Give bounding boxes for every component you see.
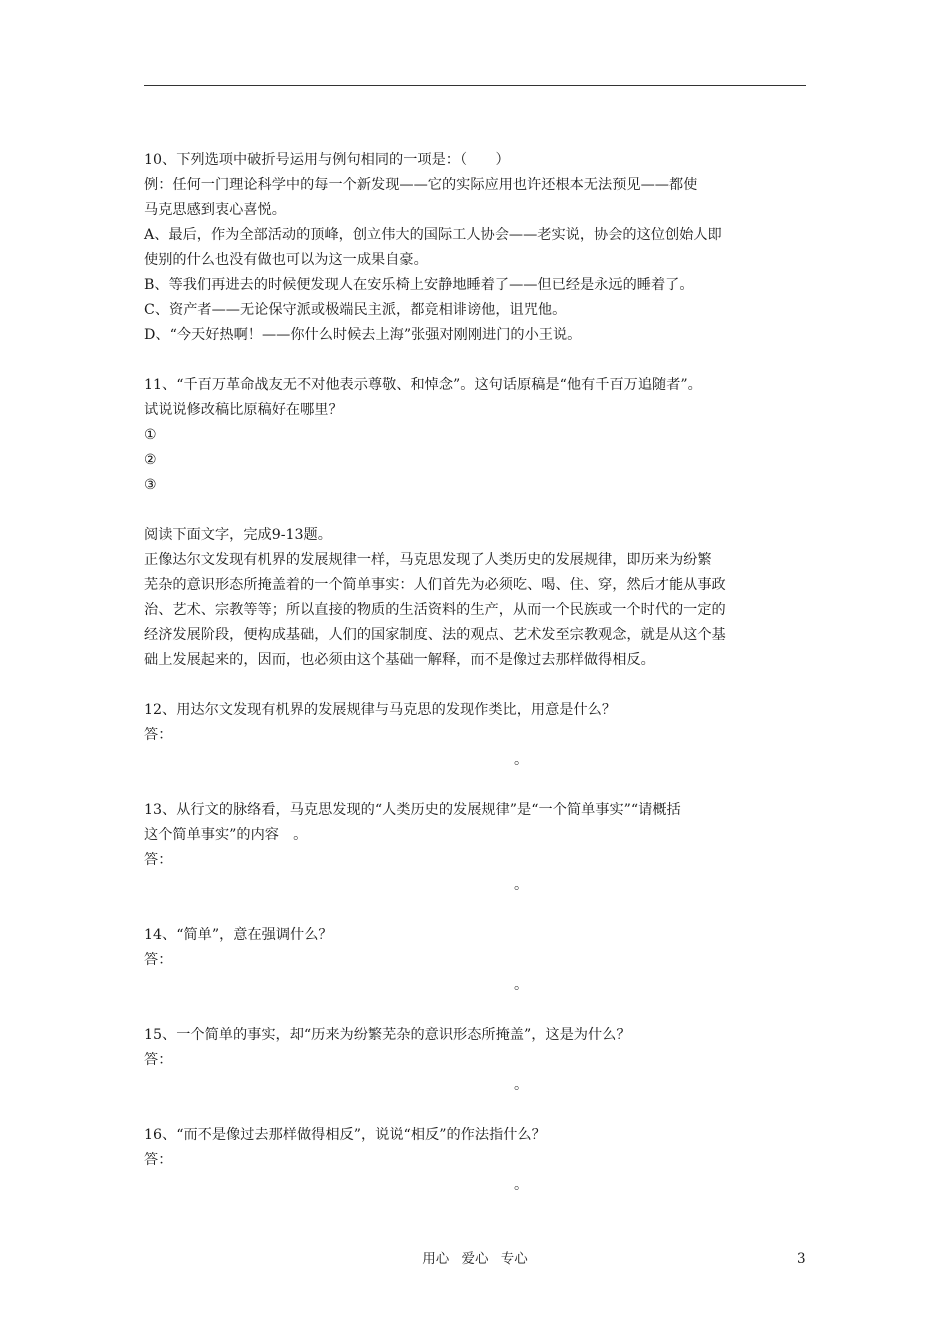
q10-option-d: D、“今天好热啊！——你什么时候去上海”张强对刚刚进门的小王说。 bbox=[144, 327, 582, 343]
q16-answer-end: 。 bbox=[514, 1177, 529, 1193]
q12-stem: 12、用达尔文发现有机界的发展规律与马克思的发现作类比，用意是什么？ bbox=[144, 702, 617, 718]
q10-option-c: C、资产者——无论保守派或极端民主派，都竞相诽谤他，诅咒他。 bbox=[144, 302, 567, 318]
q13-stem-line-1: 13、从行文的脉络看，马克思发现的“人类历史的发展规律”是“一个简单事实”“请概括 bbox=[144, 802, 681, 818]
page-number: 3 bbox=[797, 1251, 806, 1267]
question-13 bbox=[144, 798, 808, 898]
q10-example-line-1: 例：任何一门理论科学中的每一个新发现——它的实际应用也许还根本无法预见——都使 bbox=[144, 177, 698, 193]
document-body bbox=[144, 148, 808, 1198]
q14-answer-end: 。 bbox=[514, 977, 529, 993]
reading-passage bbox=[144, 523, 808, 673]
header-rule bbox=[144, 85, 806, 86]
q14-stem: 14、“简单”，意在强调什么？ bbox=[144, 927, 333, 943]
q11-blank-2: ② bbox=[144, 452, 157, 468]
q12-answer-label: 答： bbox=[144, 727, 173, 743]
q13-stem-line-2: 这个简单事实”的内容 。 bbox=[144, 827, 308, 843]
q11-stem-line-2: 试说说修改稿比原稿好在哪里？ bbox=[144, 402, 343, 418]
question-15 bbox=[144, 1023, 808, 1098]
question-10 bbox=[144, 148, 808, 348]
q15-answer-label: 答： bbox=[144, 1052, 173, 1068]
q15-stem: 15、一个简单的事实，却“历来为纷繁芜杂的意识形态所掩盖”，这是为什么？ bbox=[144, 1027, 631, 1043]
q16-answer-label: 答： bbox=[144, 1152, 173, 1168]
q15-answer-end: 。 bbox=[514, 1077, 529, 1093]
q12-answer-end: 。 bbox=[514, 752, 529, 768]
q16-stem: 16、“而不是像过去那样做得相反”，说说“相反”的作法指什么？ bbox=[144, 1127, 546, 1143]
reading-line-1: 正像达尔文发现有机界的发展规律一样，马克思发现了人类历史的发展规律，即历来为纷繁 bbox=[144, 552, 712, 568]
q10-option-b: B、等我们再进去的时候便发现人在安乐椅上安静地睡着了——但已经是永远的睡着了。 bbox=[144, 277, 694, 293]
q10-option-a-line-1: A、最后，作为全部活动的顶峰，创立伟大的国际工人协会——老实说，协会的这位创始人即 bbox=[144, 227, 722, 243]
q14-answer-label: 答： bbox=[144, 952, 173, 968]
reading-line-5: 础上发展起来的，因而，也必须由这个基础一解释，而不是像过去那样做得相反。 bbox=[144, 652, 655, 668]
q10-option-a-line-2: 使别的什么也没有做也可以为这一成果自豪。 bbox=[144, 252, 428, 268]
q11-blank-1: ① bbox=[144, 427, 157, 443]
reading-intro: 阅读下面文字，完成9-13题。 bbox=[144, 527, 332, 543]
q13-answer-label: 答： bbox=[144, 852, 173, 868]
q13-answer-end: 。 bbox=[514, 877, 529, 893]
question-11 bbox=[144, 373, 808, 498]
q10-stem: 10、下列选项中破折号运用与例句相同的一项是：（ ） bbox=[144, 152, 510, 168]
question-16 bbox=[144, 1123, 808, 1198]
q11-stem-line-1: 11、“千百万革命战友无不对他表示尊敬、和悼念”。这句话原稿是“他有千百万追随者”。 bbox=[144, 377, 702, 393]
q11-blank-3: ③ bbox=[144, 477, 157, 493]
footer-motto: 用心 爱心 专心 bbox=[422, 1251, 528, 1267]
question-12 bbox=[144, 698, 808, 773]
reading-line-2: 芜杂的意识形态所掩盖着的一个简单事实：人们首先为必须吃、喝、住、穿，然后才能从事政 bbox=[144, 577, 726, 593]
reading-line-4: 经济发展阶段，便构成基础，人们的国家制度、法的观点、艺术发至宗教观念，就是从这个基 bbox=[144, 627, 726, 643]
reading-line-3: 治、艺术、宗教等等；所以直接的物质的生活资料的生产，从而一个民族或一个时代的一定的 bbox=[144, 602, 726, 618]
question-14 bbox=[144, 923, 808, 998]
q10-example-line-2: 马克思感到衷心喜悦。 bbox=[144, 202, 286, 218]
